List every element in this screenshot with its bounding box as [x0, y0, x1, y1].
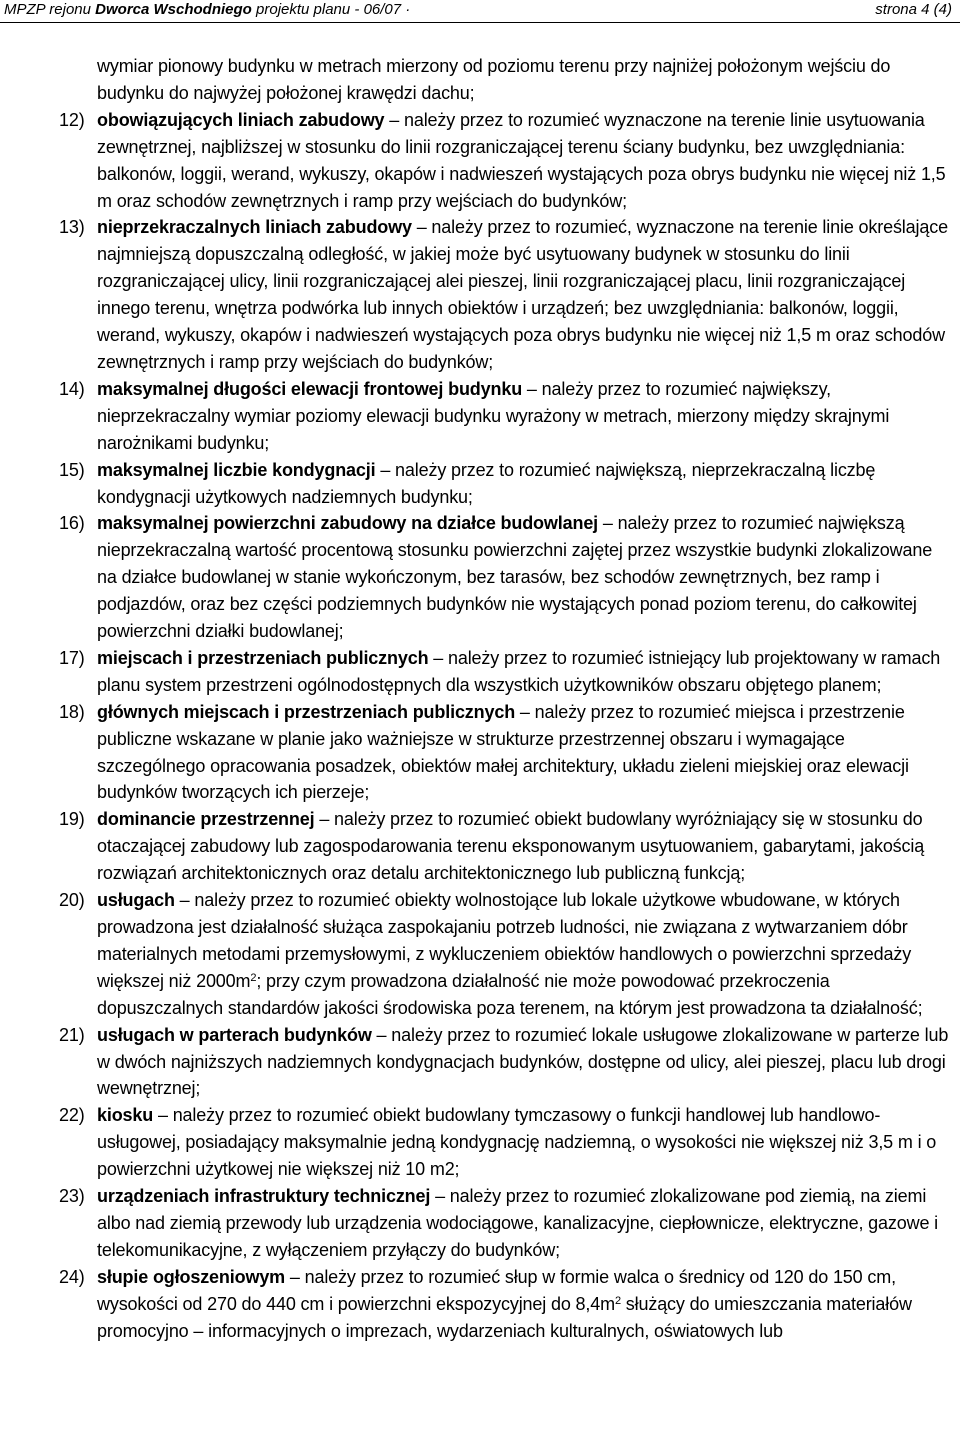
document-title-bold: Dworca Wschodniego: [95, 1, 252, 18]
item-number: 15): [59, 459, 85, 480]
item-text: – należy przez to rozumieć największą nieprzekraczalną wartość procentową stosunku powierzchni zajętej przez wszystkie budynki zlokalizowane na działce budowlanej w stanie wykończonym, bez tarasów, bez schodów zewnętrznych, bez ramp i podjazdów, oraz bez części podziemnych budynków nie wystających ponad poziom terenu, do całkowitej powierzchni działki budowlanej;: [97, 513, 933, 642]
definition-item: [0, 107, 950, 215]
definition-item: [0, 1264, 950, 1345]
item-text: – należy przez to rozumieć największą, nieprzekraczalną liczbę kondygnacji użytkowych nadziemnych budynku;: [97, 459, 876, 507]
item-text-continued: ; przy czym prowadzona działalność nie może powodować przekroczenia dopuszczalnych standardów jakości środowiska poza terenem, na którym jest prowadzona ta działalność;: [97, 970, 923, 1018]
item-number: 17): [59, 647, 85, 668]
definition-item: [0, 699, 950, 807]
item-term: miejscach i przestrzeniach publicznych: [97, 647, 429, 668]
definition-item: [0, 214, 950, 375]
item-number: 13): [59, 217, 85, 238]
item-number: 23): [59, 1186, 85, 1207]
item-term: maksymalnej powierzchni zabudowy na działce budowlanej: [97, 513, 599, 534]
item-text: – należy przez to rozumieć zlokalizowane pod ziemią, na ziemi albo nad ziemią przewody lub urządzenia wodociągowe, kanalizacyjne, ciepłownicze, elektryczne, gazowe i telekomunikacyjne, z wyłączeniem przyłączy do budynków;: [97, 1186, 939, 1260]
item-number: 24): [59, 1266, 85, 1287]
item-term: usługach: [97, 890, 175, 911]
item-text: – należy przez to rozumieć miejsca i przestrzenie publiczne wskazane w planie jako ważniejsze w strukturze przestrzennej obszaru i wymagające szczególnego opracowania posadzek, obiektów małej architektury, układu zieleni miejskiej oraz elewacji budynków tworzących ich pierzeje;: [97, 701, 909, 803]
item-text: – należy przez to rozumieć lokale usługowe zlokalizowane w parterze lub w dwóch najniższych nadziemnych kondygnacjach budynków, dostępne od ulicy, alei pieszej, placu lub drogi wewnętrznej;: [97, 1024, 949, 1099]
item-text: – należy przez to rozumieć, wyznaczone na terenie linie określające najmniejszą dopuszczalną odległość, w jakiej może być usytuowany budynek w stosunku do linii rozgraniczającej ulicy, linii rozgraniczającej alei pieszej, linii rozgraniczającej placu, linii rozgraniczającej innego terenu, wnętrza podwórka lub innych obiektów i urządzeń; bez uwzględniania: balkonów, loggii, werand, wykuszy, okapów i nadwieszeń wystających poza obrys budynku nie więcej niż 1,5 m oraz schodów zewnętrznych i ramp przy wejściach do budynków;: [97, 217, 948, 372]
item-term: słupie ogłoszeniowym: [97, 1266, 286, 1287]
page-total: (4): [933, 1, 952, 18]
definition-item: [0, 887, 950, 1022]
item-term: maksymalnej liczbie kondygnacji: [97, 459, 376, 480]
item-number: 20): [59, 890, 85, 911]
item-text: – należy przez to rozumieć obiekt budowlany wyróżniający się w stosunku do otaczającej zabudowy lub zagospodarowania terenu eksponowanym usytuowaniem, gabarytami, jakością rozwiązań architektonicznych oraz detalu architektonicznego lub publiczną funkcją;: [97, 809, 925, 884]
superscript: 2: [250, 971, 257, 984]
item-term: dominancie przestrzennej: [97, 809, 315, 830]
item-number: 16): [59, 513, 85, 534]
item-text: – należy przez to rozumieć istniejący lub projektowany w ramach planu system przestrzeni ogólnodostępnych dla wszystkich użytkowników obszaru objętego planem;: [97, 647, 941, 695]
item-term: kiosku: [97, 1105, 154, 1126]
definition-item: [0, 1102, 950, 1183]
definition-item: [0, 1022, 950, 1103]
item-term: urządzeniach infrastruktury technicznej: [97, 1186, 431, 1207]
item-text: – należy przez to rozumieć największy, nieprzekraczalny wymiar poziomy elewacji budynku wyrażony w metrach, mierzony między skrajnymi narożnikami budynku;: [97, 378, 890, 453]
item-text: – należy przez to rozumieć wyznaczone na terenie linie usytuowania zewnętrznej, najbliższej w stosunku do linii rozgraniczającej terenu ściany budynku, bez uwzględniania: balkonów, loggii, werand, wykuszy, okapów i nadwieszeń wystających poza obrys budynku nie więcej niż 1,5 m oraz schodów zewnętrznych i ramp przy wejściach do budynków;: [97, 109, 946, 211]
page-indicator: strona 4 (4): [875, 1, 952, 18]
definition-item: [0, 510, 950, 645]
definition-item: [0, 1183, 950, 1264]
item-number: 22): [59, 1105, 85, 1126]
item-term: maksymalnej długości elewacji frontowej budynku: [97, 378, 523, 399]
item-text: – należy przez to rozumieć słup w formie walca o średnicy od 120 do 150 cm, wysokości od 270 do 440 cm i powierzchni ekspozycyjnej do 8,4m: [97, 1266, 896, 1314]
page-number: 4: [921, 1, 930, 18]
item-term: nieprzekraczalnych liniach zabudowy: [97, 217, 412, 238]
document-title: MPZP rejonu Dworca Wschodniego projektu planu - 06/07 ·: [4, 1, 411, 18]
item-text-continued: służący do umieszczania materiałów promocyjno – informacyjnych o imprezach, wydarzeniach kulturalnych, oświatowych lub: [97, 1293, 912, 1341]
item-number: 14): [59, 378, 85, 399]
item-text: – należy przez to rozumieć obiekty wolnostojące lub lokale użytkowe wbudowane, w których prowadzona jest działalność służąca zaspokajaniu potrzeb ludności, nie związana z wytwarzaniem dóbr materialnych metodami przemysłowymi, z wykluczeniem obiektów handlowych o powierzchni sprzedaży większej niż 2000m: [97, 890, 912, 991]
item-number: 21): [59, 1024, 85, 1045]
definition-item: [0, 376, 950, 457]
page-header: [0, 0, 960, 24]
item-number: 12): [59, 109, 85, 130]
header-rule: [0, 22, 960, 23]
definition-item: [0, 645, 950, 699]
definition-item: [0, 806, 950, 887]
definition-item: [0, 457, 950, 511]
item-term: obowiązujących liniach zabudowy: [97, 109, 385, 130]
item-text: – należy przez to rozumieć obiekt budowlany tymczasowy o funkcji handlowej lub handlowo-usługowej, posiadający maksymalnie jedną kondygnację nadziemną, o wysokości nie większej niż 3,5 m i o powierzchni użytkowej nie większej niż 10 m2;: [97, 1105, 937, 1180]
item-term: usługach w parterach budynków: [97, 1024, 372, 1045]
superscript: 2: [614, 1294, 621, 1307]
item-number: 19): [59, 809, 85, 830]
item-number: 18): [59, 701, 85, 722]
continuation-paragraph: wymiar pionowy budynku w metrach mierzony od poziomu terenu przy najniżej położonym wejściu do budynku do najwyżej położonej krawędzi dachu;: [97, 56, 891, 103]
document-body: [0, 53, 950, 1345]
item-term: głównych miejscach i przestrzeniach publicznych: [97, 701, 516, 722]
